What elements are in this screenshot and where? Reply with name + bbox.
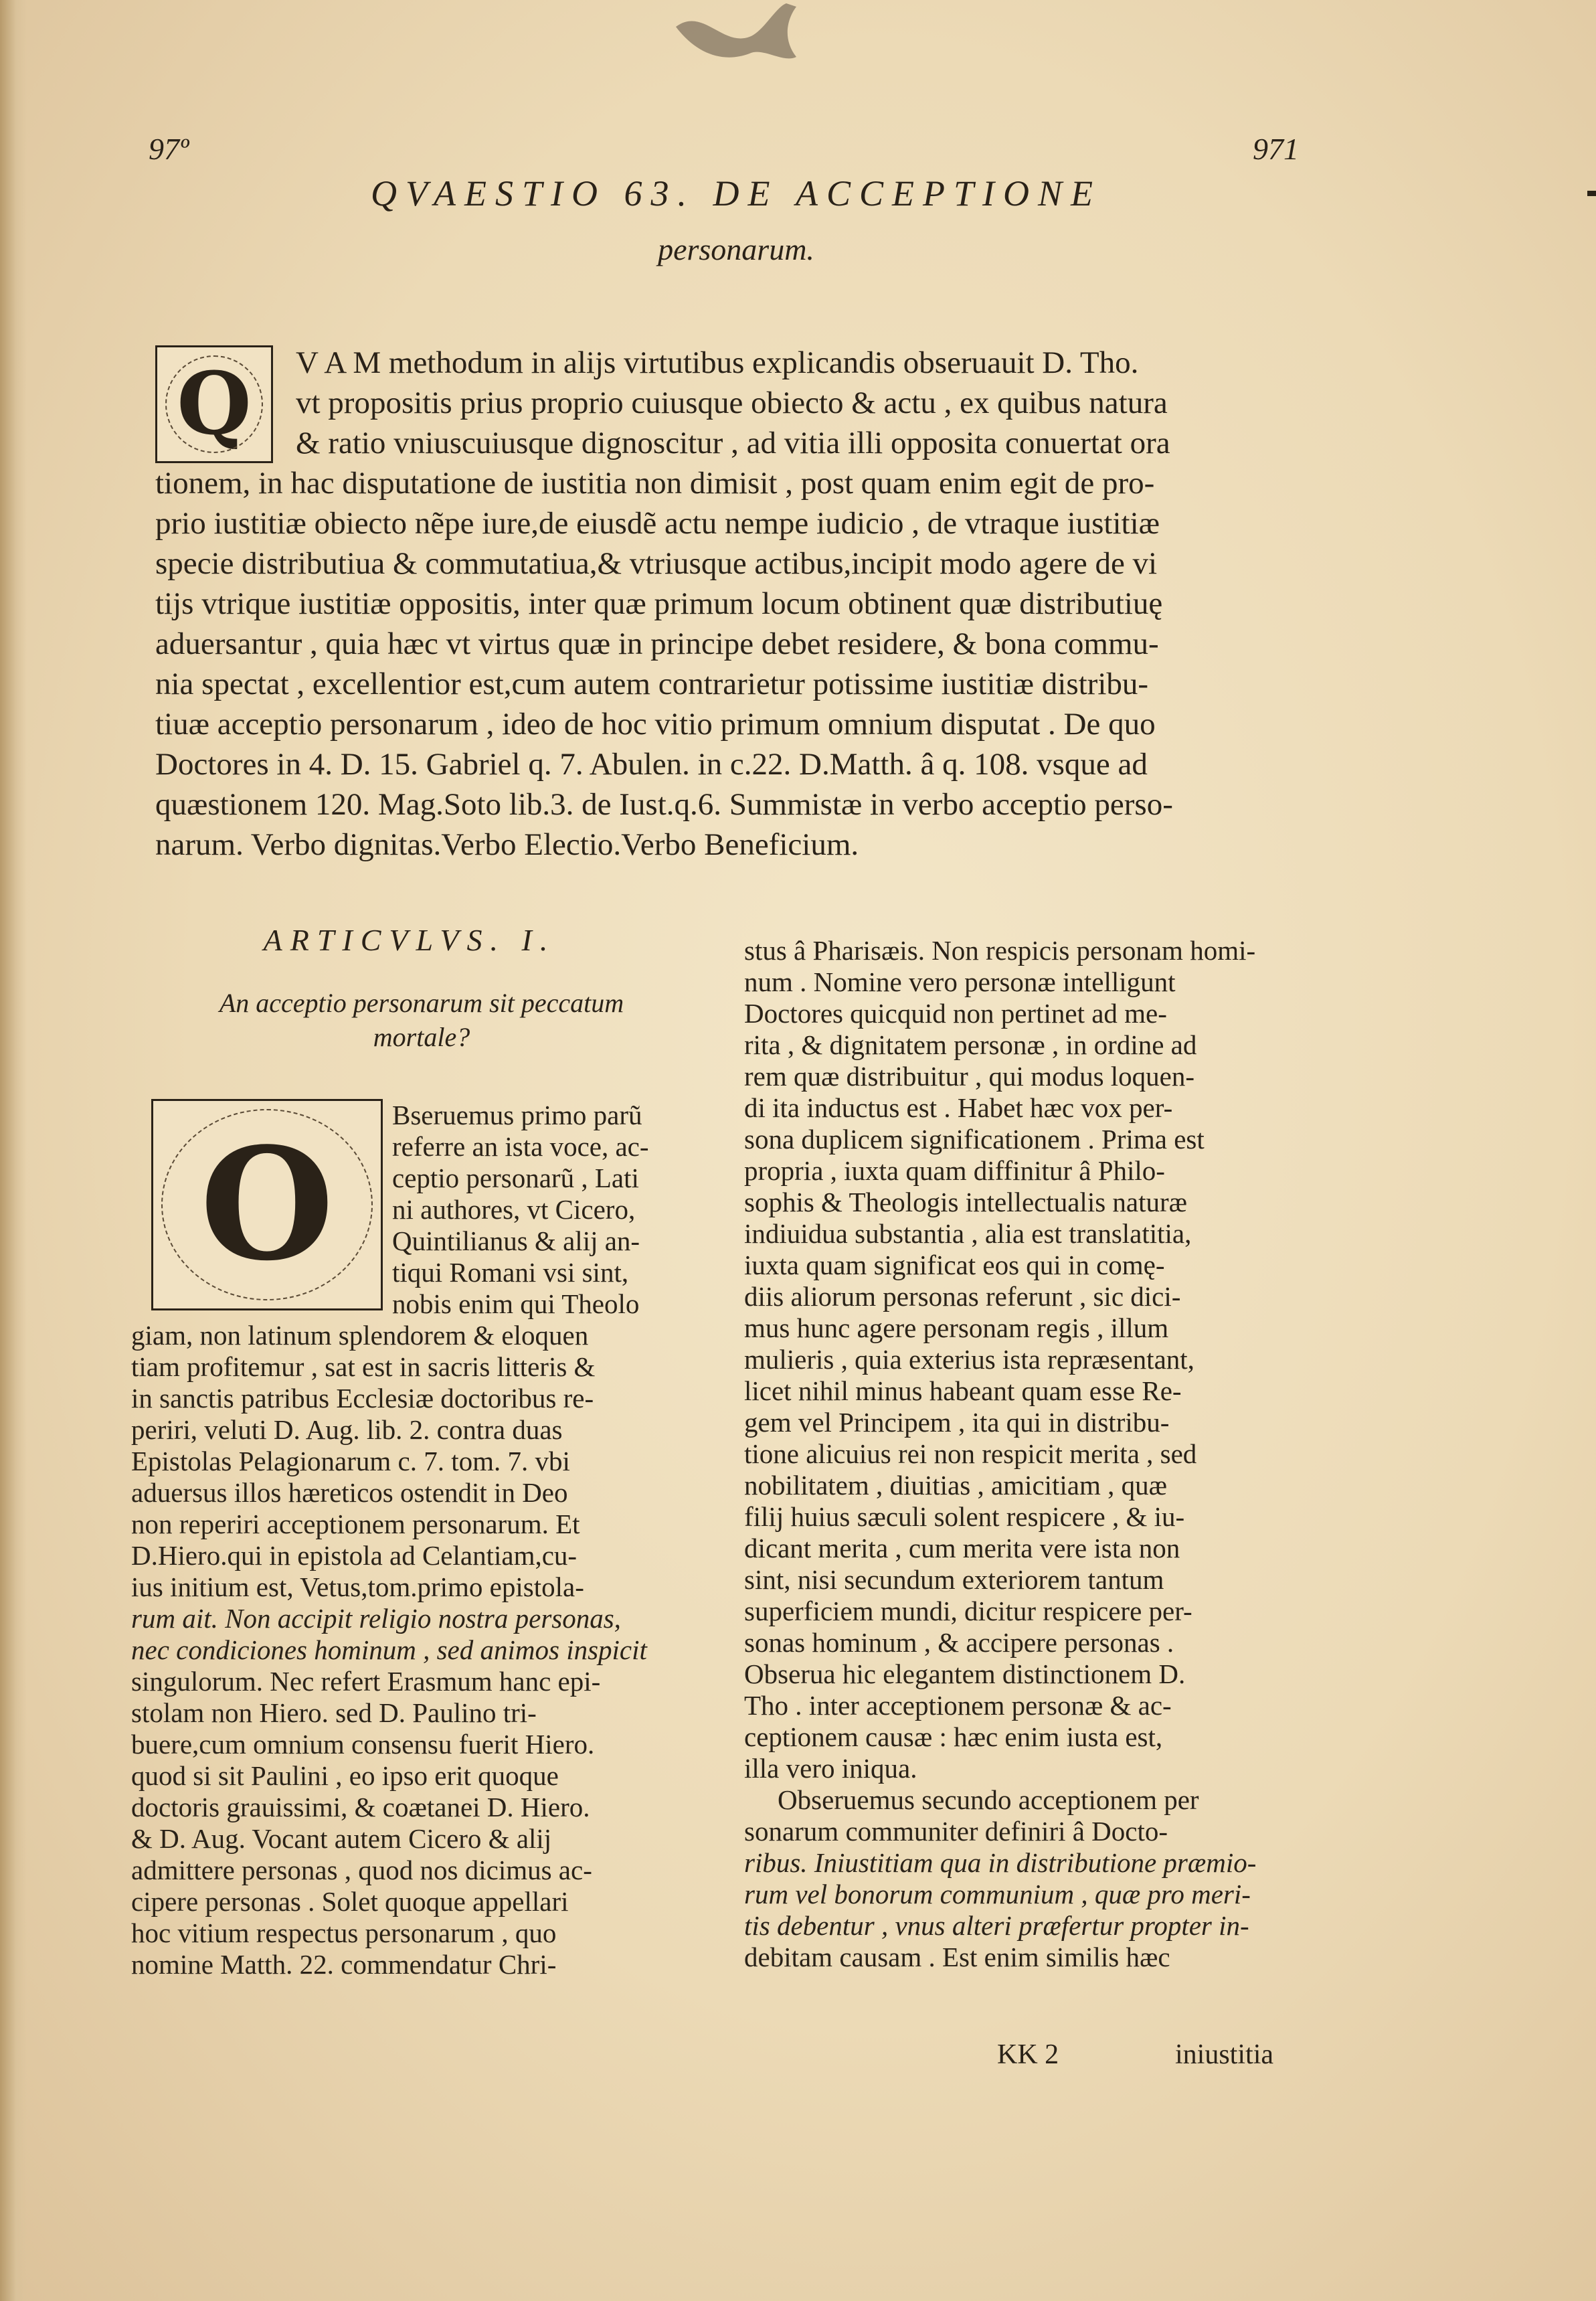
text-line: & D. Aug. Vocant autem Cicero & alij xyxy=(131,1823,552,1854)
text-line: ceptionem causæ : hæc enim iusta est, xyxy=(744,1721,1163,1752)
text-line: rum vel bonorum communium , quæ pro meri- xyxy=(744,1879,1251,1909)
text-line: tiqui Romani vsi sint, xyxy=(392,1257,629,1288)
question-title: QVAESTIO 63. DE ACCEPTIONE xyxy=(371,173,1101,214)
text-line: Obserua hic elegantem distinctionem D. xyxy=(744,1658,1186,1689)
text-line: sonarum communiter definiri â Docto- xyxy=(744,1816,1168,1847)
margin-dash xyxy=(1587,191,1596,196)
intro-dropcap xyxy=(155,345,273,463)
text-line: Quintilianus & alij an- xyxy=(392,1225,640,1256)
intro-line: quæstionem 120. Mag.Soto lib.3. de Iust.q.6. Summistæ in verbo acceptio perso- xyxy=(155,787,1173,822)
intro-dropcap-letter: Q xyxy=(177,354,252,454)
text-line: rem quæ distribuitur , qui modus loquen- xyxy=(744,1061,1195,1092)
article-title: ARTICVLVS. I. xyxy=(263,923,556,957)
text-line: sonas hominum , & accipere personas . xyxy=(744,1627,1174,1658)
intro-line: tijs vtrique iustitiæ oppositis, inter quæ primum locum obtinent quæ distributiuę xyxy=(155,586,1163,621)
text-line: in sanctis patribus Ecclesiæ doctoribus re- xyxy=(131,1383,594,1414)
intro-line: prio iustitiæ obiecto nẽpe iure,de eiusdẽ actu nempe iudicio , de vtraque iustitiæ xyxy=(155,506,1160,541)
text-line: illa vero iniqua. xyxy=(744,1753,917,1784)
text-line: Tho . inter acceptionem personæ & ac- xyxy=(744,1690,1172,1721)
text-line: num . Nomine vero personæ intelligunt xyxy=(744,966,1176,997)
text-line: propria , iuxta quam diffinitur â Philo- xyxy=(744,1155,1165,1186)
text-line: Obseruemus secundo acceptionem per xyxy=(778,1784,1199,1815)
text-line: nomine Matth. 22. commendatur Chri- xyxy=(131,1949,557,1980)
text-line: superficiem mundi, dicitur respicere per- xyxy=(744,1596,1192,1626)
text-line: Doctores quicquid non pertinet ad me- xyxy=(744,998,1167,1029)
text-line: ribus. Iniustitiam qua in distributione præmio- xyxy=(744,1847,1257,1878)
text-line: sint, nisi secundum exteriorem tantum xyxy=(744,1564,1164,1595)
article-dropcap-letter: O xyxy=(199,1114,335,1295)
text-line: hoc vitium respectus personarum , quo xyxy=(131,1918,557,1948)
text-line: nobilitatem , diuitias , amicitiam , quæ xyxy=(744,1470,1167,1501)
text-line: giam, non latinum splendorem & eloquen xyxy=(131,1320,589,1351)
dropcap-ornament xyxy=(161,1109,373,1300)
text-line: singulorum. Nec refert Erasmum hanc epi- xyxy=(131,1666,601,1697)
text-line: nobis enim qui Theolo xyxy=(392,1288,640,1319)
text-line: dicant merita , cum merita vere ista non xyxy=(744,1533,1180,1563)
text-line: ceptio personarũ , Lati xyxy=(392,1163,639,1193)
text-line: ius initium est, Vetus,tom.primo epistola- xyxy=(131,1571,584,1602)
dropcap-ornament xyxy=(165,355,263,453)
intro-line: specie distributiua & commutatiua,& vtriusque actibus,incipit modo agere de vi xyxy=(155,546,1158,581)
text-line: ni authores, vt Cicero, xyxy=(392,1194,636,1225)
text-line: indiuidua substantia , alia est translatitia, xyxy=(744,1218,1192,1249)
intro-line: narum. Verbo dignitas.Verbo Electio.Verbo Beneficium. xyxy=(155,827,859,862)
text-line: sophis & Theologis intellectualis naturæ xyxy=(744,1187,1188,1217)
text-line: mulieris , quia exterius ista repræsentant, xyxy=(744,1344,1194,1375)
text-line: periri, veluti D. Aug. lib. 2. contra duas xyxy=(131,1414,563,1445)
article-dropcap xyxy=(151,1099,383,1310)
text-line: sona duplicem significationem . Prima est xyxy=(744,1124,1205,1155)
text-line: tiam profitemur , sat est in sacris litteris & xyxy=(131,1351,596,1382)
text-line: di ita inductus est . Habet hæc vox per- xyxy=(744,1092,1173,1123)
text-line: iuxta quam significat eos qui in comę- xyxy=(744,1250,1165,1280)
text-line: non reperiri acceptionem personarum. Et xyxy=(131,1509,580,1539)
intro-line: vt propositis prius proprio cuiusque obiecto & actu , ex quibus natura xyxy=(296,386,1168,420)
text-line: licet nihil minus habeant quam esse Re- xyxy=(744,1375,1182,1406)
intro-line: tionem, in hac disputatione de iustitia non dimisit , post quam enim egit de pro- xyxy=(155,466,1155,501)
text-line: tione alicuius rei non respicit merita , sed xyxy=(744,1438,1197,1469)
binding-gutter xyxy=(0,0,27,2301)
catchword: iniustitia xyxy=(1175,2039,1273,2070)
intro-line: nia spectat , excellentior est,cum autem contrarietur potissime iustitiæ distribu- xyxy=(155,667,1149,701)
article-question-line-1: An acceptio personarum sit peccatum xyxy=(219,988,624,1018)
text-line: buere,cum omnium consensu fuerit Hiero. xyxy=(131,1729,595,1760)
question-subtitle: personarum. xyxy=(658,232,814,266)
article-question-line-2: mortale? xyxy=(373,1022,470,1052)
text-line: tis debentur , vnus alteri præfertur propter in- xyxy=(744,1910,1249,1941)
intro-line: tiuæ acceptio personarum , ideo de hoc vitio primum omnium disputat . De quo xyxy=(155,707,1156,742)
text-line: filij huius sæculi solent respicere , & iu- xyxy=(744,1501,1185,1532)
intro-line: V A M methodum in alijs virtutibus explicandis obseruauit D. Tho. xyxy=(296,345,1139,380)
text-line: cipere personas . Solet quoque appellari xyxy=(131,1886,569,1917)
text-line: rita , & dignitatem personæ , in ordine ad xyxy=(744,1029,1197,1060)
text-line: debitam causam . Est enim similis hæc xyxy=(744,1942,1170,1972)
text-line: rum ait. Non accipit religio nostra personas, xyxy=(131,1603,621,1634)
text-line: gem vel Principem , ita qui in distribu- xyxy=(744,1407,1170,1438)
intro-line: & ratio vniuscuiusque dignoscitur , ad vitia illi opposita conuertat ora xyxy=(296,426,1170,460)
text-line: mus hunc agere personam regis , illum xyxy=(744,1312,1169,1343)
text-line: nec condiciones hominum , sed animos inspicit xyxy=(131,1634,647,1665)
intro-line: aduersantur , quia hæc vt virtus quæ in principe debet residere, & bona commu- xyxy=(155,626,1159,661)
text-line: stolam non Hiero. sed D. Paulino tri- xyxy=(131,1697,537,1728)
text-line: doctoris grauissimi, & coætanei D. Hiero. xyxy=(131,1792,590,1822)
intro-line: Doctores in 4. D. 15. Gabriel q. 7. Abulen. in c.22. D.Matth. â q. 108. vsque ad xyxy=(155,747,1148,782)
binding-stain-decoration xyxy=(662,0,816,74)
page-number-right: 971 xyxy=(1253,132,1299,166)
text-line: Epistolas Pelagionarum c. 7. tom. 7. vbi xyxy=(131,1446,570,1476)
text-line: admittere personas , quod nos dicimus ac- xyxy=(131,1855,592,1885)
text-line: D.Hiero.qui in epistola ad Celantiam,cu- xyxy=(131,1540,578,1571)
text-line: diis aliorum personas referunt , sic dici- xyxy=(744,1281,1181,1312)
page-number-left: 97º xyxy=(149,132,189,166)
text-line: Bseruemus primo parũ xyxy=(392,1100,642,1130)
text-line: quod si sit Paulini , eo ipso erit quoque xyxy=(131,1760,559,1791)
text-line: referre an ista voce, ac- xyxy=(392,1131,649,1162)
text-line: stus â Pharisæis. Non respicis personam homi- xyxy=(744,935,1256,966)
signature-mark: KK 2 xyxy=(997,2039,1059,2070)
text-line: aduersus illos hæreticos ostendit in Deo xyxy=(131,1477,568,1508)
